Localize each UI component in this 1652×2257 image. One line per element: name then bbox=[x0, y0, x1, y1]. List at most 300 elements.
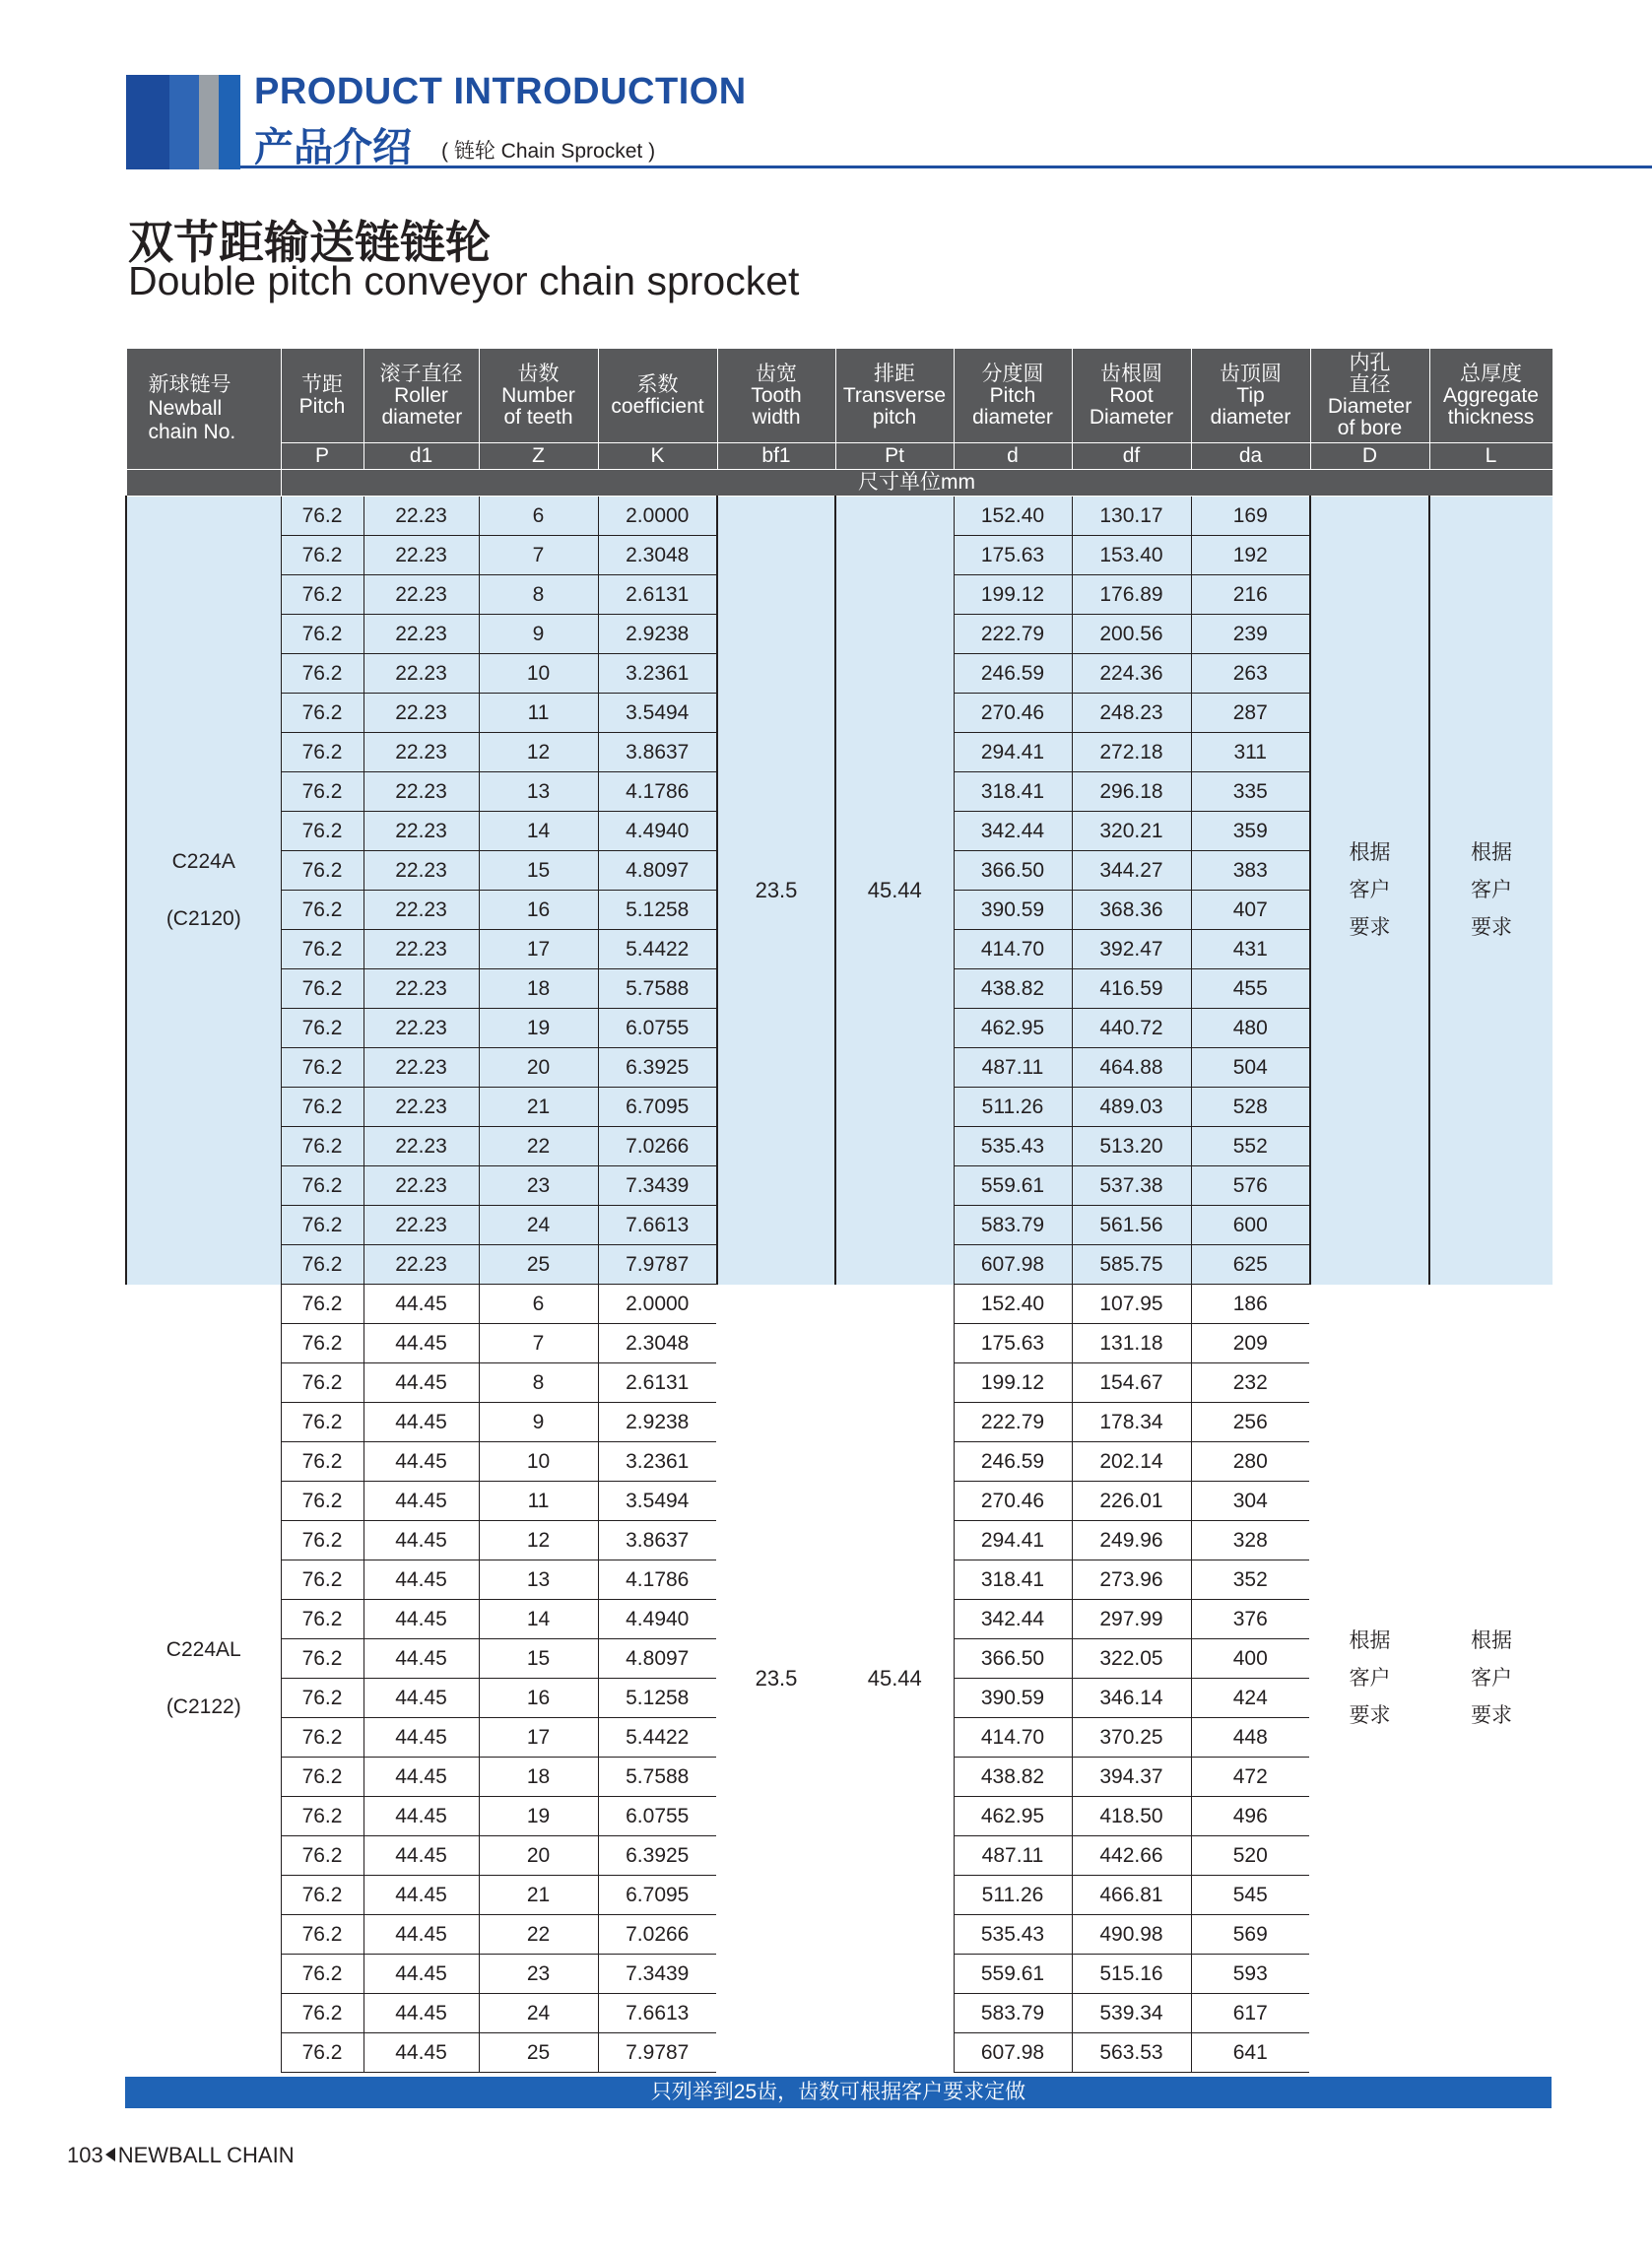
footer-note: 只列举到25齿，齿数可根据客户要求定做 bbox=[125, 2077, 1552, 2108]
left-arrow-icon bbox=[105, 2148, 115, 2161]
cell-root-diameter: 563.53 bbox=[1072, 2033, 1191, 2073]
cell-teeth: 18 bbox=[479, 1758, 598, 1797]
cell-root-diameter: 539.34 bbox=[1072, 1994, 1191, 2033]
cell-roller-diameter: 44.45 bbox=[363, 1639, 479, 1679]
cell-pitch: 76.2 bbox=[281, 575, 363, 615]
cell-teeth: 21 bbox=[479, 1088, 598, 1127]
cell-teeth: 6 bbox=[479, 1285, 598, 1324]
bore-note-cell bbox=[1310, 497, 1429, 1285]
cell-teeth: 9 bbox=[479, 1403, 598, 1442]
cell-root-diameter: 178.34 bbox=[1072, 1403, 1191, 1442]
cell-pitch: 76.2 bbox=[281, 1718, 363, 1758]
bore-note: 根据客户要求 bbox=[1349, 840, 1391, 939]
units-note: 尺寸单位mm bbox=[281, 470, 1553, 497]
cell-pitch-diameter: 462.95 bbox=[954, 1009, 1072, 1048]
cell-tip-diameter: 593 bbox=[1191, 1955, 1310, 1994]
cell-coefficient: 4.4940 bbox=[598, 812, 717, 851]
cell-pitch: 76.2 bbox=[281, 1758, 363, 1797]
cell-tip-diameter: 504 bbox=[1191, 1048, 1310, 1088]
cell-tip-diameter: 569 bbox=[1191, 1915, 1310, 1955]
cell-pitch: 76.2 bbox=[281, 1009, 363, 1048]
col-header-thickness: 总厚度 Aggregate thickness bbox=[1429, 349, 1553, 443]
cell-roller-diameter: 22.23 bbox=[363, 575, 479, 615]
cell-root-diameter: 513.20 bbox=[1072, 1127, 1191, 1166]
cell-teeth: 25 bbox=[479, 1245, 598, 1285]
cell-root-diameter: 272.18 bbox=[1072, 733, 1191, 772]
cell-root-diameter: 131.18 bbox=[1072, 1324, 1191, 1363]
cell-pitch: 76.2 bbox=[281, 1245, 363, 1285]
cell-pitch: 76.2 bbox=[281, 1797, 363, 1836]
thickness-note: 根据客户要求 bbox=[1471, 840, 1512, 939]
cell-tip-diameter: 287 bbox=[1191, 694, 1310, 733]
cell-pitch: 76.2 bbox=[281, 1127, 363, 1166]
cell-roller-diameter: 22.23 bbox=[363, 1088, 479, 1127]
cell-tip-diameter: 625 bbox=[1191, 1245, 1310, 1285]
cell-teeth: 8 bbox=[479, 575, 598, 615]
cell-tip-diameter: 600 bbox=[1191, 1206, 1310, 1245]
cell-roller-diameter: 44.45 bbox=[363, 1758, 479, 1797]
symbol-K: K bbox=[598, 443, 717, 470]
cell-pitch-diameter: 511.26 bbox=[954, 1876, 1072, 1915]
cell-root-diameter: 130.17 bbox=[1072, 497, 1191, 536]
cell-tip-diameter: 192 bbox=[1191, 536, 1310, 575]
cell-pitch-diameter: 175.63 bbox=[954, 536, 1072, 575]
cell-roller-diameter: 22.23 bbox=[363, 694, 479, 733]
transverse-pitch-cell: 45.44 bbox=[835, 497, 954, 1285]
cell-pitch-diameter: 559.61 bbox=[954, 1955, 1072, 1994]
cell-pitch: 76.2 bbox=[281, 1324, 363, 1363]
cell-coefficient: 7.3439 bbox=[598, 1955, 717, 1994]
chain-number: C224AL bbox=[165, 1637, 241, 1661]
cell-roller-diameter: 44.45 bbox=[363, 2033, 479, 2073]
cell-teeth: 18 bbox=[479, 969, 598, 1009]
col-header-chain: 新球链号 Newball chain No. bbox=[126, 349, 281, 470]
cell-pitch: 76.2 bbox=[281, 1206, 363, 1245]
page-brand: NEWBALL CHAIN bbox=[117, 2143, 295, 2167]
cell-pitch-diameter: 342.44 bbox=[954, 1600, 1072, 1639]
cell-coefficient: 2.0000 bbox=[598, 1285, 717, 1324]
cell-root-diameter: 202.14 bbox=[1072, 1442, 1191, 1482]
cell-tip-diameter: 617 bbox=[1191, 1994, 1310, 2033]
cell-root-diameter: 107.95 bbox=[1072, 1285, 1191, 1324]
cell-tip-diameter: 352 bbox=[1191, 1560, 1310, 1600]
cell-coefficient: 2.0000 bbox=[598, 497, 717, 536]
cell-root-diameter: 537.38 bbox=[1072, 1166, 1191, 1206]
cell-tip-diameter: 232 bbox=[1191, 1363, 1310, 1403]
cell-pitch: 76.2 bbox=[281, 851, 363, 891]
cell-root-diameter: 346.14 bbox=[1072, 1679, 1191, 1718]
cell-pitch-diameter: 559.61 bbox=[954, 1166, 1072, 1206]
cell-pitch: 76.2 bbox=[281, 1166, 363, 1206]
cell-teeth: 12 bbox=[479, 1521, 598, 1560]
header-title-en: PRODUCT INTRODUCTION bbox=[254, 71, 747, 112]
cell-coefficient: 7.6613 bbox=[598, 1206, 717, 1245]
cell-roller-diameter: 44.45 bbox=[363, 1915, 479, 1955]
cell-roller-diameter: 44.45 bbox=[363, 1285, 479, 1324]
cell-roller-diameter: 44.45 bbox=[363, 1521, 479, 1560]
cell-teeth: 11 bbox=[479, 694, 598, 733]
cell-pitch-diameter: 246.59 bbox=[954, 1442, 1072, 1482]
cell-pitch: 76.2 bbox=[281, 1482, 363, 1521]
cell-pitch-diameter: 366.50 bbox=[954, 1639, 1072, 1679]
cell-coefficient: 2.6131 bbox=[598, 575, 717, 615]
cell-root-diameter: 248.23 bbox=[1072, 694, 1191, 733]
header-color-blocks bbox=[126, 75, 240, 169]
cell-coefficient: 7.0266 bbox=[598, 1915, 717, 1955]
cell-roller-diameter: 22.23 bbox=[363, 1166, 479, 1206]
cell-pitch: 76.2 bbox=[281, 930, 363, 969]
cell-coefficient: 6.0755 bbox=[598, 1009, 717, 1048]
cell-roller-diameter: 44.45 bbox=[363, 1324, 479, 1363]
cell-pitch-diameter: 487.11 bbox=[954, 1836, 1072, 1876]
cell-coefficient: 2.3048 bbox=[598, 1324, 717, 1363]
cell-root-diameter: 394.37 bbox=[1072, 1758, 1191, 1797]
cell-pitch-diameter: 318.41 bbox=[954, 772, 1072, 812]
cell-coefficient: 4.1786 bbox=[598, 1560, 717, 1600]
cell-pitch-diameter: 175.63 bbox=[954, 1324, 1072, 1363]
cell-root-diameter: 322.05 bbox=[1072, 1639, 1191, 1679]
cell-tip-diameter: 448 bbox=[1191, 1718, 1310, 1758]
cell-teeth: 17 bbox=[479, 1718, 598, 1758]
cell-roller-diameter: 22.23 bbox=[363, 1048, 479, 1088]
cell-teeth: 7 bbox=[479, 536, 598, 575]
cell-teeth: 11 bbox=[479, 1482, 598, 1521]
chain-number-alt: (C2120) bbox=[165, 906, 241, 930]
cell-pitch: 76.2 bbox=[281, 1679, 363, 1718]
cell-root-diameter: 370.25 bbox=[1072, 1718, 1191, 1758]
cell-coefficient: 6.3925 bbox=[598, 1048, 717, 1088]
cell-tip-diameter: 407 bbox=[1191, 891, 1310, 930]
cell-pitch-diameter: 222.79 bbox=[954, 615, 1072, 654]
cell-roller-diameter: 44.45 bbox=[363, 1679, 479, 1718]
cell-root-diameter: 490.98 bbox=[1072, 1915, 1191, 1955]
header-rule bbox=[240, 166, 1652, 168]
col-header-tip-diameter: 齿顶圆 Tip diameter bbox=[1191, 349, 1310, 443]
cell-pitch-diameter: 294.41 bbox=[954, 733, 1072, 772]
cell-coefficient: 7.0266 bbox=[598, 1127, 717, 1166]
cell-pitch: 76.2 bbox=[281, 1442, 363, 1482]
cell-teeth: 8 bbox=[479, 1363, 598, 1403]
cell-pitch-diameter: 152.40 bbox=[954, 497, 1072, 536]
cell-coefficient: 2.9238 bbox=[598, 1403, 717, 1442]
header-subtitle: ( 链轮 Chain Sprocket ) bbox=[441, 140, 656, 163]
cell-tip-diameter: 528 bbox=[1191, 1088, 1310, 1127]
cell-roller-diameter: 22.23 bbox=[363, 772, 479, 812]
cell-pitch: 76.2 bbox=[281, 536, 363, 575]
cell-tip-diameter: 169 bbox=[1191, 497, 1310, 536]
cell-root-diameter: 392.47 bbox=[1072, 930, 1191, 969]
thickness-note-cell bbox=[1429, 1285, 1553, 2073]
cell-coefficient: 5.4422 bbox=[598, 1718, 717, 1758]
cell-pitch: 76.2 bbox=[281, 1048, 363, 1088]
cell-pitch: 76.2 bbox=[281, 1521, 363, 1560]
cell-tip-diameter: 335 bbox=[1191, 772, 1310, 812]
cell-coefficient: 7.9787 bbox=[598, 2033, 717, 2073]
cell-pitch-diameter: 318.41 bbox=[954, 1560, 1072, 1600]
tooth-width-cell: 23.5 bbox=[717, 497, 835, 1285]
cell-tip-diameter: 424 bbox=[1191, 1679, 1310, 1718]
cell-teeth: 13 bbox=[479, 772, 598, 812]
cell-roller-diameter: 44.45 bbox=[363, 1442, 479, 1482]
cell-pitch-diameter: 246.59 bbox=[954, 654, 1072, 694]
cell-tip-diameter: 328 bbox=[1191, 1521, 1310, 1560]
cell-tip-diameter: 256 bbox=[1191, 1403, 1310, 1442]
page-number: 103 bbox=[67, 2143, 103, 2167]
symbol-Pt: Pt bbox=[835, 443, 954, 470]
cell-root-diameter: 440.72 bbox=[1072, 1009, 1191, 1048]
cell-tip-diameter: 545 bbox=[1191, 1876, 1310, 1915]
symbol-L: L bbox=[1429, 443, 1553, 470]
cell-pitch-diameter: 414.70 bbox=[954, 1718, 1072, 1758]
cell-teeth: 14 bbox=[479, 812, 598, 851]
cell-pitch-diameter: 366.50 bbox=[954, 851, 1072, 891]
cell-coefficient: 7.3439 bbox=[598, 1166, 717, 1206]
cell-teeth: 20 bbox=[479, 1836, 598, 1876]
cell-roller-diameter: 22.23 bbox=[363, 969, 479, 1009]
cell-pitch: 76.2 bbox=[281, 1363, 363, 1403]
cell-roller-diameter: 22.23 bbox=[363, 1127, 479, 1166]
cell-pitch: 76.2 bbox=[281, 891, 363, 930]
cell-pitch: 76.2 bbox=[281, 1285, 363, 1324]
cell-teeth: 24 bbox=[479, 1206, 598, 1245]
cell-coefficient: 3.5494 bbox=[598, 1482, 717, 1521]
cell-coefficient: 6.3925 bbox=[598, 1836, 717, 1876]
cell-teeth: 16 bbox=[479, 891, 598, 930]
cell-tip-diameter: 280 bbox=[1191, 1442, 1310, 1482]
cell-coefficient: 3.2361 bbox=[598, 1442, 717, 1482]
cell-tip-diameter: 641 bbox=[1191, 2033, 1310, 2073]
cell-teeth: 21 bbox=[479, 1876, 598, 1915]
cell-tip-diameter: 359 bbox=[1191, 812, 1310, 851]
cell-pitch: 76.2 bbox=[281, 1876, 363, 1915]
cell-pitch-diameter: 199.12 bbox=[954, 1363, 1072, 1403]
cell-coefficient: 2.6131 bbox=[598, 1363, 717, 1403]
cell-coefficient: 7.6613 bbox=[598, 1994, 717, 2033]
col-header-transverse: 排距 Transverse pitch bbox=[835, 349, 954, 443]
cell-root-diameter: 561.56 bbox=[1072, 1206, 1191, 1245]
cell-roller-diameter: 22.23 bbox=[363, 891, 479, 930]
cell-roller-diameter: 22.23 bbox=[363, 930, 479, 969]
cell-coefficient: 3.2361 bbox=[598, 654, 717, 694]
cell-roller-diameter: 44.45 bbox=[363, 1363, 479, 1403]
cell-coefficient: 2.3048 bbox=[598, 536, 717, 575]
cell-pitch: 76.2 bbox=[281, 654, 363, 694]
cell-roller-diameter: 22.23 bbox=[363, 1245, 479, 1285]
cell-root-diameter: 416.59 bbox=[1072, 969, 1191, 1009]
cell-roller-diameter: 22.23 bbox=[363, 1206, 479, 1245]
cell-roller-diameter: 44.45 bbox=[363, 1482, 479, 1521]
cell-teeth: 22 bbox=[479, 1915, 598, 1955]
cell-pitch: 76.2 bbox=[281, 1955, 363, 1994]
cell-pitch-diameter: 390.59 bbox=[954, 891, 1072, 930]
thickness-note: 根据客户要求 bbox=[1471, 1628, 1512, 1727]
cell-roller-diameter: 44.45 bbox=[363, 1955, 479, 1994]
symbol-P: P bbox=[281, 443, 363, 470]
cell-root-diameter: 515.16 bbox=[1072, 1955, 1191, 1994]
cell-tip-diameter: 186 bbox=[1191, 1285, 1310, 1324]
transverse-pitch-cell: 45.44 bbox=[835, 1285, 954, 2073]
cell-root-diameter: 418.50 bbox=[1072, 1797, 1191, 1836]
cell-pitch: 76.2 bbox=[281, 1639, 363, 1679]
cell-teeth: 7 bbox=[479, 1324, 598, 1363]
cell-pitch: 76.2 bbox=[281, 1836, 363, 1876]
cell-pitch-diameter: 607.98 bbox=[954, 2033, 1072, 2073]
cell-roller-diameter: 22.23 bbox=[363, 733, 479, 772]
table-row bbox=[126, 1285, 1553, 1324]
table-header bbox=[126, 349, 1553, 497]
col-header-pitch: 节距 Pitch bbox=[281, 349, 363, 443]
cell-tip-diameter: 376 bbox=[1191, 1600, 1310, 1639]
cell-root-diameter: 296.18 bbox=[1072, 772, 1191, 812]
cell-pitch-diameter: 342.44 bbox=[954, 812, 1072, 851]
col-header-pitch-diameter: 分度圆 Pitch diameter bbox=[954, 349, 1072, 443]
cell-root-diameter: 297.99 bbox=[1072, 1600, 1191, 1639]
cell-tip-diameter: 496 bbox=[1191, 1797, 1310, 1836]
cell-teeth: 9 bbox=[479, 615, 598, 654]
cell-root-diameter: 273.96 bbox=[1072, 1560, 1191, 1600]
cell-teeth: 10 bbox=[479, 1442, 598, 1482]
cell-pitch-diameter: 390.59 bbox=[954, 1679, 1072, 1718]
symbol-Z: Z bbox=[479, 443, 598, 470]
cell-root-diameter: 585.75 bbox=[1072, 1245, 1191, 1285]
cell-roller-diameter: 22.23 bbox=[363, 812, 479, 851]
col-header-roller: 滚子直径 Roller diameter bbox=[363, 349, 479, 443]
cell-tip-diameter: 383 bbox=[1191, 851, 1310, 891]
cell-roller-diameter: 22.23 bbox=[363, 536, 479, 575]
cell-pitch-diameter: 438.82 bbox=[954, 969, 1072, 1009]
cell-root-diameter: 368.36 bbox=[1072, 891, 1191, 930]
cell-teeth: 23 bbox=[479, 1166, 598, 1206]
cell-pitch-diameter: 152.40 bbox=[954, 1285, 1072, 1324]
col-header-teeth: 齿数 Number of teeth bbox=[479, 349, 598, 443]
cell-coefficient: 4.4940 bbox=[598, 1600, 717, 1639]
cell-roller-diameter: 22.23 bbox=[363, 851, 479, 891]
chain-number-cell bbox=[126, 497, 281, 1285]
cell-coefficient: 5.1258 bbox=[598, 891, 717, 930]
cell-pitch: 76.2 bbox=[281, 1403, 363, 1442]
cell-pitch: 76.2 bbox=[281, 772, 363, 812]
tooth-width-cell: 23.5 bbox=[717, 1285, 835, 2073]
cell-root-diameter: 200.56 bbox=[1072, 615, 1191, 654]
cell-teeth: 14 bbox=[479, 1600, 598, 1639]
cell-roller-diameter: 44.45 bbox=[363, 1403, 479, 1442]
chain-number-cell bbox=[126, 1285, 281, 2073]
cell-pitch-diameter: 535.43 bbox=[954, 1915, 1072, 1955]
cell-roller-diameter: 44.45 bbox=[363, 1560, 479, 1600]
cell-coefficient: 5.7588 bbox=[598, 1758, 717, 1797]
cell-pitch: 76.2 bbox=[281, 615, 363, 654]
cell-roller-diameter: 44.45 bbox=[363, 1876, 479, 1915]
cell-coefficient: 5.1258 bbox=[598, 1679, 717, 1718]
cell-tip-diameter: 431 bbox=[1191, 930, 1310, 969]
cell-root-diameter: 464.88 bbox=[1072, 1048, 1191, 1088]
symbol-da: da bbox=[1191, 443, 1310, 470]
cell-tip-diameter: 311 bbox=[1191, 733, 1310, 772]
cell-pitch: 76.2 bbox=[281, 1088, 363, 1127]
symbol-d1: d1 bbox=[363, 443, 479, 470]
cell-root-diameter: 224.36 bbox=[1072, 654, 1191, 694]
cell-coefficient: 3.8637 bbox=[598, 1521, 717, 1560]
col-header-coefficient: 系数 coefficient bbox=[598, 349, 717, 443]
cell-coefficient: 6.7095 bbox=[598, 1876, 717, 1915]
symbol-df: df bbox=[1072, 443, 1191, 470]
section-title-cn: 双节距输送链链轮 bbox=[128, 217, 491, 268]
cell-root-diameter: 466.81 bbox=[1072, 1876, 1191, 1915]
spec-table bbox=[125, 348, 1553, 2073]
cell-pitch: 76.2 bbox=[281, 1915, 363, 1955]
cell-pitch: 76.2 bbox=[281, 969, 363, 1009]
cell-tip-diameter: 455 bbox=[1191, 969, 1310, 1009]
cell-pitch: 76.2 bbox=[281, 1600, 363, 1639]
cell-pitch: 76.2 bbox=[281, 1560, 363, 1600]
cell-teeth: 24 bbox=[479, 1994, 598, 2033]
cell-teeth: 20 bbox=[479, 1048, 598, 1088]
cell-root-diameter: 320.21 bbox=[1072, 812, 1191, 851]
cell-teeth: 15 bbox=[479, 851, 598, 891]
cell-teeth: 16 bbox=[479, 1679, 598, 1718]
cell-pitch-diameter: 199.12 bbox=[954, 575, 1072, 615]
cell-coefficient: 3.5494 bbox=[598, 694, 717, 733]
cell-root-diameter: 344.27 bbox=[1072, 851, 1191, 891]
cell-roller-diameter: 22.23 bbox=[363, 1009, 479, 1048]
cell-pitch-diameter: 511.26 bbox=[954, 1088, 1072, 1127]
cell-pitch: 76.2 bbox=[281, 497, 363, 536]
cell-pitch-diameter: 487.11 bbox=[954, 1048, 1072, 1088]
cell-pitch: 76.2 bbox=[281, 2033, 363, 2073]
cell-coefficient: 6.0755 bbox=[598, 1797, 717, 1836]
cell-root-diameter: 176.89 bbox=[1072, 575, 1191, 615]
cell-root-diameter: 489.03 bbox=[1072, 1088, 1191, 1127]
cell-teeth: 25 bbox=[479, 2033, 598, 2073]
cell-teeth: 10 bbox=[479, 654, 598, 694]
cell-teeth: 22 bbox=[479, 1127, 598, 1166]
col-header-bore: 内孔直径 Diameter of bore bbox=[1310, 349, 1429, 443]
cell-coefficient: 6.7095 bbox=[598, 1088, 717, 1127]
cell-tip-diameter: 552 bbox=[1191, 1127, 1310, 1166]
col-header-tooth-width: 齿宽 Tooth width bbox=[717, 349, 835, 443]
cell-teeth: 15 bbox=[479, 1639, 598, 1679]
cell-coefficient: 4.8097 bbox=[598, 851, 717, 891]
cell-pitch: 76.2 bbox=[281, 1994, 363, 2033]
cell-tip-diameter: 400 bbox=[1191, 1639, 1310, 1679]
cell-coefficient: 3.8637 bbox=[598, 733, 717, 772]
cell-pitch-diameter: 462.95 bbox=[954, 1797, 1072, 1836]
cell-coefficient: 2.9238 bbox=[598, 615, 717, 654]
cell-pitch-diameter: 438.82 bbox=[954, 1758, 1072, 1797]
cell-roller-diameter: 44.45 bbox=[363, 1718, 479, 1758]
col-header-root-diameter: 齿根圆 Root Diameter bbox=[1072, 349, 1191, 443]
cell-roller-diameter: 44.45 bbox=[363, 1600, 479, 1639]
cell-pitch-diameter: 414.70 bbox=[954, 930, 1072, 969]
cell-tip-diameter: 472 bbox=[1191, 1758, 1310, 1797]
cell-teeth: 6 bbox=[479, 497, 598, 536]
cell-root-diameter: 249.96 bbox=[1072, 1521, 1191, 1560]
cell-coefficient: 4.8097 bbox=[598, 1639, 717, 1679]
cell-teeth: 12 bbox=[479, 733, 598, 772]
chain-number-alt: (C2122) bbox=[165, 1694, 241, 1718]
page-footer bbox=[67, 2143, 295, 2168]
cell-pitch-diameter: 583.79 bbox=[954, 1994, 1072, 2033]
cell-pitch: 76.2 bbox=[281, 733, 363, 772]
cell-teeth: 23 bbox=[479, 1955, 598, 1994]
cell-root-diameter: 153.40 bbox=[1072, 536, 1191, 575]
cell-pitch-diameter: 270.46 bbox=[954, 694, 1072, 733]
cell-coefficient: 5.7588 bbox=[598, 969, 717, 1009]
cell-roller-diameter: 44.45 bbox=[363, 1797, 479, 1836]
cell-tip-diameter: 263 bbox=[1191, 654, 1310, 694]
cell-coefficient: 4.1786 bbox=[598, 772, 717, 812]
header-title-cn: 产品介绍 bbox=[254, 126, 412, 169]
